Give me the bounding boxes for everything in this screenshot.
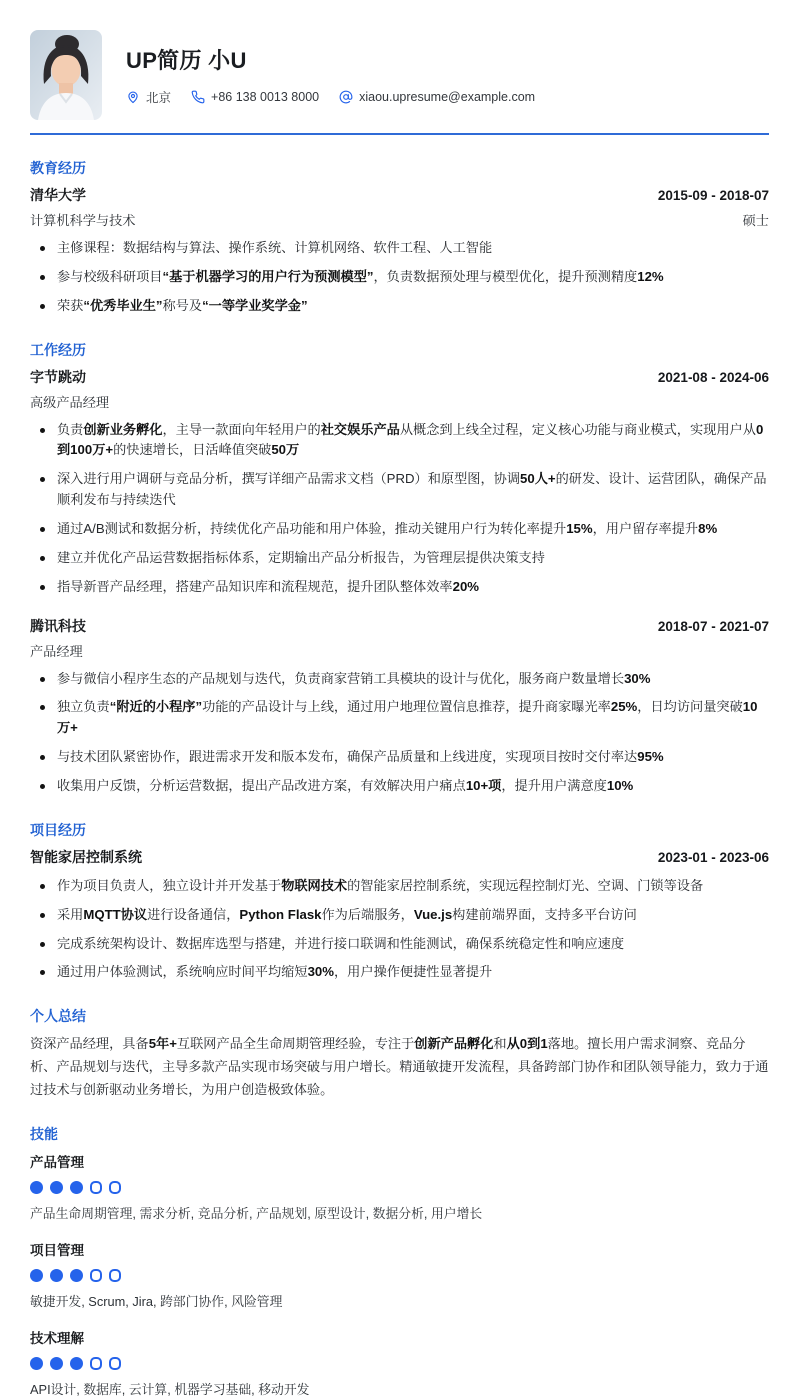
- header-divider: [30, 133, 769, 135]
- entry-heading: 清华大学: [30, 187, 86, 203]
- entry-heading: 智能家居控制系统: [30, 848, 142, 865]
- contact-row: [126, 88, 535, 106]
- section-education: [30, 158, 769, 317]
- avatar-photo-illustration: [30, 30, 102, 120]
- section-title: 技能: [30, 1126, 58, 1143]
- contact-location-text: 北京: [146, 91, 172, 105]
- contact-location: [126, 88, 171, 106]
- skill-level-indicator: [30, 1356, 769, 1370]
- summary-paragraph: 资深产品经理，具备5年+互联网产品全生命周期管理经验，专注于创新产品孵化和从0到1落地。擅长用户需求洞察、竞品分析、产品规划与迭代，主导多款产品实现市场突破与用户增长。精通敏捷开发流程，具备跨部门协作和团队领导能力，致力于通过技术与创新驱动业务增长，为用户创造极致体验。: [30, 1036, 769, 1097]
- bullet-item: 指导新晋产品经理，搭建产品知识库和流程规范，提升团队整体效率20%: [30, 577, 769, 598]
- contact-email: [339, 90, 535, 104]
- resume-header: [30, 30, 769, 120]
- skill-dot-filled: [70, 1269, 83, 1282]
- section-work: [30, 340, 769, 797]
- bullet-item: 建立并优化产品运营数据指标体系，定期输出产品分析报告，为管理层提供决策支持: [30, 548, 769, 569]
- bullet-item: 参与微信小程序生态的产品规划与迭代，负责商家营销工具模块的设计与优化，服务商户数量增长30%: [30, 669, 769, 690]
- section-title: 个人总结: [30, 1008, 86, 1025]
- entry-heading-row: [30, 616, 769, 636]
- section-title: 工作经历: [30, 341, 86, 358]
- contact-email-text: xiaou.upresume@example.com: [359, 90, 536, 104]
- bullet-item: 负责创新业务孵化，主导一款面向年轻用户的社交娱乐产品从概念到上线全过程，定义核心功能与商业模式，实现用户从0到100万+的快速增长，日活峰值突破50万: [30, 420, 769, 462]
- bullet-item: 采用MQTT协议进行设备通信，Python Flask作为后端服务，Vue.js构建前端界面，支持多平台访问: [30, 905, 769, 926]
- section-title: 项目经历: [30, 821, 86, 838]
- section-skills: [30, 1124, 769, 1398]
- contact-phone: [191, 90, 319, 104]
- contact-phone-text: +86 138 0013 8000: [211, 90, 320, 104]
- entry: [30, 185, 769, 317]
- bullet-list: [30, 420, 769, 598]
- section-projects: [30, 820, 769, 983]
- email-icon: [339, 90, 353, 104]
- skill-dot-filled: [30, 1269, 43, 1282]
- skill-item: [30, 1239, 769, 1310]
- entry: [30, 616, 769, 797]
- skill-item: [30, 1327, 769, 1398]
- entry-subtitle-row: [30, 210, 769, 229]
- bullet-item: 主修课程：数据结构与算法、操作系统、计算机网络、软件工程、人工智能: [30, 238, 769, 259]
- entry-heading-row: [30, 367, 769, 387]
- entry: [30, 367, 769, 598]
- avatar: [30, 30, 102, 120]
- entry-date: 2021-08 - 2024-06: [657, 369, 769, 385]
- entry-subtitle-row: [30, 392, 769, 411]
- skill-dot-empty: [109, 1269, 121, 1282]
- bullet-list: [30, 238, 769, 317]
- bullet-item: 通过用户体验测试，系统响应时间平均缩短30%，用户操作便捷性显著提升: [30, 962, 769, 983]
- skill-dot-filled: [70, 1181, 83, 1194]
- skill-dot-filled: [50, 1269, 63, 1282]
- section-summary: [30, 1006, 769, 1101]
- bullet-item: 通过A/B测试和数据分析，持续优化产品功能和用户体验，推动关键用户行为转化率提升15%，用户留存率提升8%: [30, 519, 769, 540]
- skill-keywords: 敏捷开发, Scrum, Jira, 跨部门协作, 风险管理: [30, 1294, 283, 1310]
- phone-icon: [191, 90, 205, 104]
- skill-dot-empty: [90, 1181, 102, 1194]
- bullet-list: [30, 876, 769, 983]
- entry-subtitle-row: [30, 641, 769, 660]
- entry-heading: 腾讯科技: [30, 617, 86, 634]
- skill-dot-empty: [109, 1181, 121, 1194]
- entry-heading-row: [30, 847, 769, 867]
- bullet-list: [30, 669, 769, 797]
- bullet-item: 参与校级科研项目“基于机器学习的用户行为预测模型”，负责数据预处理与模型优化，提升预测精度12%: [30, 267, 769, 288]
- bullet-item: 作为项目负责人，独立设计并开发基于物联网技术的智能家居控制系统，实现远程控制灯光、空调、门锁等设备: [30, 876, 769, 897]
- person-name: UP简历 小U: [126, 48, 247, 73]
- skill-name: 产品管理: [30, 1155, 84, 1171]
- header-info: [126, 44, 535, 106]
- skill-dot-empty: [90, 1357, 102, 1370]
- skill-dot-filled: [50, 1181, 63, 1194]
- entry-date: 2015-09 - 2018-07: [657, 188, 769, 203]
- entry-subtitle-right: 硕士: [742, 213, 769, 228]
- skill-dot-filled: [50, 1357, 63, 1370]
- skill-dot-filled: [30, 1357, 43, 1370]
- bullet-item: 独立负责“附近的小程序”功能的产品设计与上线，通过用户地理位置信息推荐，提升商家曝光率25%，日均访问量突破10万+: [30, 697, 769, 739]
- sections: [30, 158, 769, 1398]
- skill-level-indicator: [30, 1268, 769, 1282]
- entry-subtitle: 高级产品经理: [30, 394, 110, 410]
- skill-name: 技术理解: [30, 1331, 84, 1347]
- location-icon: [126, 90, 140, 104]
- entry-heading: 字节跳动: [30, 368, 86, 385]
- entry-subtitle: 产品经理: [30, 643, 83, 659]
- bullet-item: 深入进行用户调研与竞品分析，撰写详细产品需求文档（PRD）和原型图，协调50人+的研发、设计、运营团队，确保产品顺利发布与持续迭代: [30, 469, 769, 511]
- skill-keywords: API设计, 数据库, 云计算, 机器学习基础, 移动开发: [30, 1382, 310, 1398]
- bullet-item: 荣获“优秀毕业生”称号及“一等学业奖学金”: [30, 296, 769, 317]
- entry-date: 2018-07 - 2021-07: [657, 618, 769, 634]
- entry: [30, 847, 769, 983]
- skill-dot-filled: [30, 1181, 43, 1194]
- entry-subtitle: 计算机科学与技术: [30, 213, 136, 228]
- skill-keywords: 产品生命周期管理, 需求分析, 竞品分析, 产品规划, 原型设计, 数据分析, 用户增长: [30, 1206, 483, 1222]
- entry-heading-row: [30, 185, 769, 205]
- skill-dot-filled: [70, 1357, 83, 1370]
- skill-dot-empty: [109, 1357, 121, 1370]
- skill-name: 项目管理: [30, 1243, 84, 1259]
- bullet-item: 完成系统架构设计、数据库选型与搭建，并进行接口联调和性能测试，确保系统稳定性和响应速度: [30, 934, 769, 955]
- bullet-item: 与技术团队紧密协作，跟进需求开发和版本发布，确保产品质量和上线进度，实现项目按时交付率达95%: [30, 747, 769, 768]
- skill-dot-empty: [90, 1269, 102, 1282]
- skill-item: [30, 1151, 769, 1222]
- bullet-item: 收集用户反馈，分析运营数据，提出产品改进方案，有效解决用户痛点10+项，提升用户满意度10%: [30, 776, 769, 797]
- section-title: 教育经历: [30, 160, 86, 176]
- skill-level-indicator: [30, 1180, 769, 1194]
- entry-date: 2023-01 - 2023-06: [657, 849, 769, 865]
